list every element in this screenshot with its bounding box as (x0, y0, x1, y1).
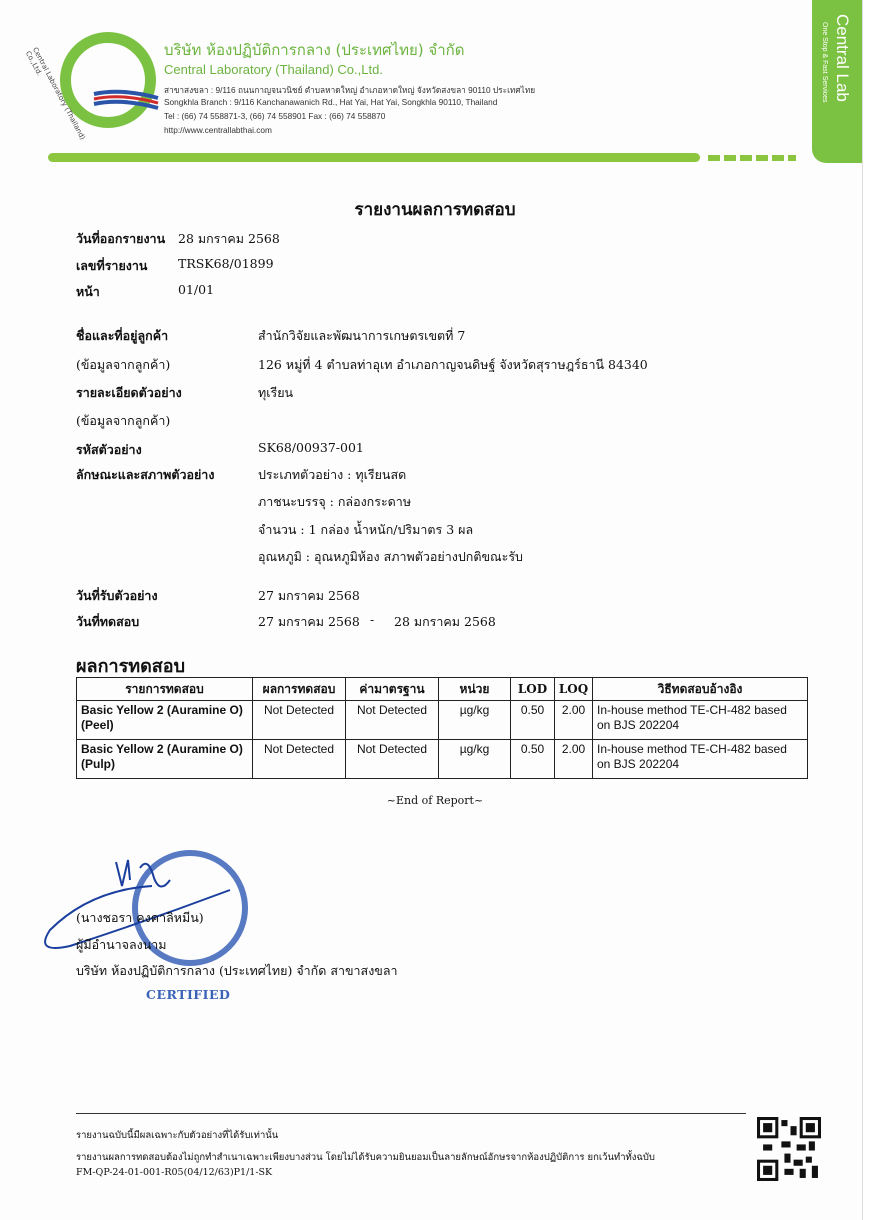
header-dash (756, 155, 768, 161)
table-row (77, 740, 808, 779)
report-no-value: TRSK68/01899 (178, 256, 274, 271)
address-en: Songkhla Branch : 9/116 Kanchanawanich Rd., Hat Yai, Hat Yai, Songkhla 90110, Thailand (164, 97, 498, 107)
sample-container: ภาชนะบรรจุ : กล่องกระดาษ (258, 494, 412, 509)
sample-temperature: อุณหภูมิ : อุณหภูมิห้อง สภาพตัวอย่างปกติขณะรับ (258, 549, 523, 564)
customer-address: 126 หมู่ที่ 4 ตำบลท่าอุเท อำเภอกาญจนดิษฐ์ จังหวัดสุราษฎร์ธานี 84340 (258, 357, 648, 372)
contact-tel: Tel : (66) 74 558871-3, (66) 74 558901 Fax : (66) 74 558870 (164, 111, 386, 121)
header-dash (724, 155, 736, 161)
col-unit: หน่วย (439, 678, 511, 701)
cell-lod: 0.50 (511, 740, 555, 779)
report-no-label: เลขที่รายงาน (76, 258, 148, 273)
table-row (77, 701, 808, 740)
header-dash (708, 155, 720, 161)
cell-test-item: Basic Yellow 2 (Auramine O) (Peel) (77, 701, 253, 740)
sample-detail-value: ทุเรียน (258, 385, 294, 400)
sample-detail-label: รายละเอียดตัวอย่าง (76, 385, 182, 400)
header-dash (740, 155, 752, 161)
footer-divider (76, 1113, 746, 1114)
col-test-item: รายการทดสอบ (77, 678, 253, 701)
cell-unit: µg/kg (439, 740, 511, 779)
customer-label: ชื่อและที่อยู่ลูกค้า (76, 328, 169, 343)
address-th: สาขาสงขลา : 9/116 ถนนกาญจนวนิชย์ ตำบลหาดใหญ่ อำเภอหาดใหญ่ จังหวัดสงขลา 90110 ประเทศไทย (164, 85, 536, 95)
issue-date-value: 28 มกราคม 2568 (178, 231, 280, 246)
col-standard: ค่ามาตรฐาน (346, 678, 439, 701)
header-dash (788, 155, 796, 161)
form-code: FM-QP-24-01-001-R05(04/12/63)P1/1-SK (76, 1167, 273, 1178)
header-divider (48, 153, 700, 162)
logo-arc-text: Central Laboratory (Thailand) Co.,Ltd. (23, 46, 87, 142)
cell-loq: 2.00 (555, 701, 593, 740)
brand-side-subtitle: One Stop & Fast Services (821, 22, 828, 103)
customer-note: (ข้อมูลจากลูกค้า) (76, 357, 171, 372)
results-table (76, 677, 808, 779)
cell-standard: Not Detected (346, 701, 439, 740)
footer-note-2: รายงานผลการทดสอบต้องไม่ถูกทำสำเนาเฉพาะเพียงบางส่วน โดยไม่ได้รับความยินยอมเป็นลายลักษณ์อักษรจากห้องปฏิบัติการ ยกเว้นทำทั้งฉบับ (76, 1152, 655, 1163)
end-of-report: ~End of Report~ (386, 794, 484, 807)
test-date-label: วันที่ทดสอบ (76, 614, 140, 629)
sample-code-label: รหัสตัวอย่าง (76, 442, 142, 457)
cell-loq: 2.00 (555, 740, 593, 779)
cell-standard: Not Detected (346, 740, 439, 779)
company-name-en: Central Laboratory (Thailand) Co.,Ltd. (164, 62, 383, 77)
customer-name: สำนักวิจัยและพัฒนาการเกษตรเขตที่ 7 (258, 328, 466, 343)
signer-company: บริษัท ห้องปฏิบัติการกลาง (ประเทศไทย) จำกัด สาขาสงขลา (76, 963, 398, 978)
cell-result: Not Detected (253, 740, 346, 779)
cell-result: Not Detected (253, 701, 346, 740)
company-name-th: บริษัท ห้องปฏิบัติการกลาง (ประเทศไทย) จำกัด (164, 41, 465, 59)
test-date-separator: - (370, 612, 375, 627)
sample-quantity: จำนวน : 1 กล่อง น้ำหนัก/ปริมาตร 3 ผล (258, 522, 474, 537)
report-title: รายงานผลการทดสอบ (354, 200, 516, 220)
sample-code-value: SK68/00937-001 (258, 440, 364, 455)
signer-name: (นางชอรา คงคาลิหมีน) (76, 910, 204, 925)
footer-note-1: รายงานฉบับนี้มีผลเฉพาะกับตัวอย่างที่ได้รับเท่านั้น (76, 1130, 279, 1141)
cell-lod: 0.50 (511, 701, 555, 740)
sample-type: ประเภทตัวอย่าง : ทุเรียนสด (258, 467, 407, 482)
test-date-start: 27 มกราคม 2568 (258, 614, 360, 629)
header-dash (772, 155, 784, 161)
issue-date-label: วันที่ออกรายงาน (76, 231, 166, 246)
signer-role: ผู้มีอำนาจลงนาม (76, 937, 167, 952)
received-date-value: 27 มกราคม 2568 (258, 588, 360, 603)
certified-stamp: CERTIFIED (146, 987, 231, 1002)
sample-detail-note: (ข้อมูลจากลูกค้า) (76, 413, 171, 428)
brand-side-title: Central Lab (833, 14, 852, 102)
cell-method: In-house method TE-CH-482 based on BJS 202204 (593, 740, 808, 779)
results-heading: ผลการทดสอบ (76, 656, 186, 677)
cell-test-item: Basic Yellow 2 (Auramine O) (Pulp) (77, 740, 253, 779)
qr-code-icon (757, 1117, 821, 1181)
cell-method: In-house method TE-CH-482 based on BJS 202204 (593, 701, 808, 740)
results-header-row (77, 678, 808, 701)
test-date-end: 28 มกราคม 2568 (394, 614, 496, 629)
cell-unit: µg/kg (439, 701, 511, 740)
col-result: ผลการทดสอบ (253, 678, 346, 701)
col-loq: LOQ (555, 678, 593, 701)
sample-condition-label: ลักษณะและสภาพตัวอย่าง (76, 467, 215, 482)
logo-wave-icon (92, 88, 160, 110)
page-label: หน้า (76, 284, 100, 299)
page-value: 01/01 (178, 282, 215, 297)
website-link[interactable]: http://www.centrallabthai.com (164, 125, 272, 135)
col-lod: LOD (511, 678, 555, 701)
col-method: วิธีทดสอบอ้างอิง (593, 678, 808, 701)
received-date-label: วันที่รับตัวอย่าง (76, 588, 158, 603)
